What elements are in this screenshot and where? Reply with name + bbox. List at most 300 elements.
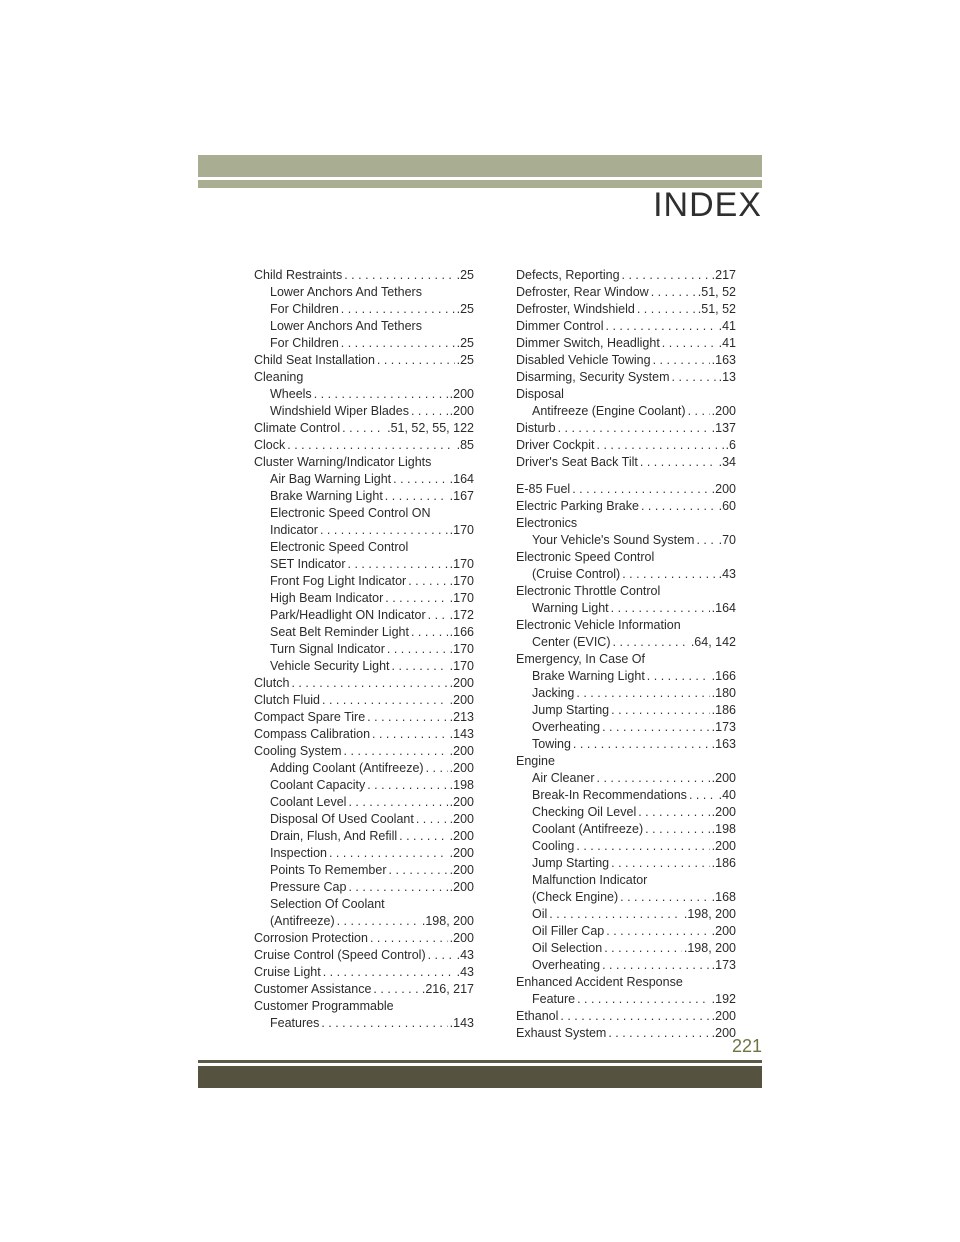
index-entry-page: .216, 217 (421, 982, 474, 996)
index-entry (254, 420, 474, 437)
index-entry (254, 624, 474, 641)
index-entry-page: .60 (718, 499, 736, 513)
index-entry-term: Cruise Control (Speed Control) (254, 948, 426, 962)
leader-dots (647, 668, 710, 685)
index-entry (516, 481, 736, 498)
index-entry-page: .200 (711, 839, 736, 853)
index-entry (516, 600, 736, 617)
index-entry-page: .180 (711, 686, 736, 700)
index-entry-page: .198, 200 (683, 907, 736, 921)
index-entry-page: .25 (456, 268, 474, 282)
index-entry-term: Clock (254, 438, 286, 452)
index-entry (516, 1008, 736, 1025)
index-entry-term: Customer Programmable (254, 999, 394, 1013)
leader-dots (287, 437, 454, 454)
index-entry (516, 335, 736, 352)
index-entry-term: Inspection (270, 846, 327, 860)
index-entry (254, 777, 474, 794)
index-entry-term: Feature (532, 992, 576, 1006)
index-entry-term: Clutch Fluid (254, 693, 320, 707)
index-entry-term: Oil Selection (532, 941, 603, 955)
index-entry-term: Checking Oil Level (532, 805, 637, 819)
index-entry-term: (Check Engine) (532, 890, 619, 904)
index-entry (254, 760, 474, 777)
index-entry-term: Electronic Speed Control ON (270, 506, 431, 520)
index-entry-term: Break-In Recommendations (532, 788, 687, 802)
index-entry (516, 566, 736, 583)
index-entry (254, 539, 474, 556)
index-entry-term: Cruise Light (254, 965, 321, 979)
index-entry-page: .25 (456, 336, 474, 350)
index-entry-term: Towing (532, 737, 571, 751)
index-entry-page: .170 (449, 591, 474, 605)
index-entry-term: Disposal Of Used Coolant (270, 812, 414, 826)
index-entry (254, 607, 474, 624)
leader-dots (370, 930, 448, 947)
index-entry-page: .34 (718, 455, 736, 469)
leader-dots (323, 964, 455, 981)
index-entry (516, 753, 736, 770)
index-entry (254, 675, 474, 692)
index-entry-page: .217 (711, 268, 736, 282)
leader-dots (597, 437, 724, 454)
index-entry-page: .173 (711, 958, 736, 972)
index-entry (516, 515, 736, 532)
index-entry-term: Electronics (516, 516, 578, 530)
leader-dots (641, 498, 717, 515)
index-entry (516, 991, 736, 1008)
leader-dots (389, 862, 448, 879)
index-entry-term: Electronic Speed Control (516, 550, 655, 564)
leader-dots (428, 607, 448, 624)
index-entry-term: Dimmer Control (516, 319, 604, 333)
index-entry-term: Defroster, Windshield (516, 302, 635, 316)
index-entry-term: Disturb (516, 421, 556, 435)
index-entry-term: Overheating (532, 958, 601, 972)
leader-dots (622, 267, 710, 284)
leader-dots (320, 522, 448, 539)
index-entry-term: Emergency, In Case Of (516, 652, 645, 666)
leader-dots (696, 532, 716, 549)
index-entry-page: .168 (711, 890, 736, 904)
index-entry-page: .41 (718, 319, 736, 333)
index-entry (516, 855, 736, 872)
leader-dots (602, 719, 710, 736)
index-entry-term: Lower Anchors And Tethers (270, 319, 422, 333)
index-entry-term: Selection Of Coolant (270, 897, 385, 911)
index-entry (516, 454, 736, 471)
index-entry-term: Electric Parking Brake (516, 499, 639, 513)
leader-dots (344, 267, 454, 284)
index-entry-term: Lower Anchors And Tethers (270, 285, 422, 299)
index-entry (516, 634, 736, 651)
index-entry-page: .173 (711, 720, 736, 734)
index-entry-page: .170 (449, 523, 474, 537)
index-entry-term: Engine (516, 754, 555, 768)
leader-dots (689, 787, 717, 804)
index-entry-page: .200 (711, 1026, 736, 1040)
leader-dots (367, 777, 447, 794)
index-entry-term: Jacking (532, 686, 575, 700)
index-entry (516, 906, 736, 923)
index-entry-term: Overheating (532, 720, 601, 734)
index-entry (254, 471, 474, 488)
index-entry-page: .170 (449, 574, 474, 588)
leader-dots (392, 658, 448, 675)
leader-dots (393, 471, 448, 488)
index-entry-term: Jump Starting (532, 703, 610, 717)
index-entry-term: E-85 Fuel (516, 482, 571, 496)
index-entry (516, 403, 736, 420)
index-entry-page: .200 (449, 404, 474, 418)
index-entry-page: .170 (449, 557, 474, 571)
leader-dots (291, 675, 447, 692)
index-entry (254, 658, 474, 675)
index-entry-term: Child Restraints (254, 268, 343, 282)
index-entry (516, 838, 736, 855)
index-entry-page: .200 (449, 744, 474, 758)
index-entry-page: .200 (449, 761, 474, 775)
leader-dots (385, 488, 448, 505)
index-entry-page: .213 (449, 710, 474, 724)
index-entry-page: .200 (711, 924, 736, 938)
index-entry (254, 590, 474, 607)
index-entry (254, 862, 474, 879)
index-entry (254, 896, 474, 913)
index-entry-term: Antifreeze (Engine Coolant) (532, 404, 686, 418)
index-entry (516, 267, 736, 284)
index-entry-term: Turn Signal Indicator (270, 642, 385, 656)
index-entry (254, 403, 474, 420)
leader-dots (411, 403, 448, 420)
index-entry (516, 1025, 736, 1042)
index-entry (516, 318, 736, 335)
index-entry-page: .85 (456, 438, 474, 452)
leader-dots (653, 352, 710, 369)
leader-dots (572, 481, 709, 498)
index-entry-page: .43 (718, 567, 736, 581)
index-entry-page: .51, 52 (697, 302, 736, 316)
footer-rule (198, 1060, 762, 1063)
index-entry (254, 505, 474, 522)
index-entry-term: Vehicle Security Light (270, 659, 390, 673)
index-entry-term: High Beam Indicator (270, 591, 384, 605)
index-entry-term: Warning Light (532, 601, 609, 615)
index-entry-page: .200 (711, 1009, 736, 1023)
leader-dots (622, 566, 716, 583)
index-entry-page: .43 (456, 948, 474, 962)
index-entry-term: Cleaning (254, 370, 304, 384)
index-entry-term: Features (270, 1016, 320, 1030)
index-entry-term: Air Cleaner (532, 771, 595, 785)
index-entry (516, 651, 736, 668)
leader-dots (411, 624, 448, 641)
index-entry (516, 940, 736, 957)
index-entry-page: .40 (718, 788, 736, 802)
index-entry-page: .200 (449, 693, 474, 707)
leader-dots (611, 702, 710, 719)
index-entry (254, 573, 474, 590)
leader-dots (576, 838, 709, 855)
index-entry-term: Front Fog Light Indicator (270, 574, 407, 588)
index-entry-term: Jump Starting (532, 856, 610, 870)
leader-dots (672, 369, 717, 386)
leader-dots (611, 600, 710, 617)
footer-bar (198, 1066, 762, 1088)
index-entry-page: .200 (711, 482, 736, 496)
leader-dots (341, 335, 455, 352)
index-entry (254, 794, 474, 811)
index-entry-term: Coolant Capacity (270, 778, 366, 792)
index-entry-page: .200 (711, 805, 736, 819)
index-entry (516, 420, 736, 437)
index-entry (254, 488, 474, 505)
index-entry-term: Park/Headlight ON Indicator (270, 608, 426, 622)
index-entry (254, 930, 474, 947)
leader-dots (329, 845, 448, 862)
index-entry (254, 845, 474, 862)
index-entry-page: .200 (449, 863, 474, 877)
index-entry (254, 726, 474, 743)
index-entry-term: Drain, Flush, And Refill (270, 829, 398, 843)
leader-dots (348, 794, 447, 811)
index-entry-term: For Children (270, 336, 339, 350)
index-entry (254, 879, 474, 896)
index-entry-term: Defects, Reporting (516, 268, 620, 282)
leader-dots (608, 1025, 709, 1042)
leader-dots (549, 906, 682, 923)
index-entry (516, 923, 736, 940)
index-entry (254, 267, 474, 284)
index-entry-page: .200 (711, 404, 736, 418)
index-entry-page: .198, 200 (421, 914, 474, 928)
index-entry (516, 668, 736, 685)
index-entry-page: .200 (449, 846, 474, 860)
index-entry-page: .172 (449, 608, 474, 622)
index-entry (516, 770, 736, 787)
index-entry (254, 454, 474, 471)
index-entry-term: Driver Cockpit (516, 438, 595, 452)
leader-dots (428, 947, 455, 964)
index-entry (516, 284, 736, 301)
index-entry-term: Defroster, Rear Window (516, 285, 649, 299)
index-entry (254, 318, 474, 335)
index-entry-page: .70 (718, 533, 736, 547)
index-entry-page: .198, 200 (683, 941, 736, 955)
index-entry-term: Ethanol (516, 1009, 559, 1023)
index-entry (254, 335, 474, 352)
index-entry-page: .25 (456, 302, 474, 316)
index-entry-term: Clutch (254, 676, 290, 690)
index-entry-page: .163 (711, 737, 736, 751)
index-entry-term: Electronic Vehicle Information (516, 618, 681, 632)
index-entry-term: Points To Remember (270, 863, 387, 877)
leader-dots (606, 923, 709, 940)
index-entry-page: .200 (711, 771, 736, 785)
header-bar (198, 155, 762, 177)
index-entry-term: Electronic Speed Control (270, 540, 409, 554)
index-entry-term: Seat Belt Reminder Light (270, 625, 409, 639)
index-entry-term: Corrosion Protection (254, 931, 368, 945)
leader-dots (606, 318, 717, 335)
index-entry (254, 692, 474, 709)
index-entry (254, 641, 474, 658)
index-entry-term: Cooling (532, 839, 575, 853)
index-entry (254, 369, 474, 386)
leader-dots (348, 879, 447, 896)
index-entry-term: Cluster Warning/Indicator Lights (254, 455, 432, 469)
page-number: 221 (731, 1036, 762, 1056)
index-entry-term: Coolant Level (270, 795, 347, 809)
index-entry-page: .51, 52, 55, 122 (387, 421, 474, 435)
index-entry (516, 957, 736, 974)
index-entry (516, 532, 736, 549)
index-entry-term: Dimmer Switch, Headlight (516, 336, 660, 350)
index-entry-page: .25 (456, 353, 474, 367)
index-entry-page: .166 (449, 625, 474, 639)
index-entry-term: Wheels (270, 387, 312, 401)
leader-dots (597, 770, 710, 787)
index-entry (254, 743, 474, 760)
index-entry-page: .163 (711, 353, 736, 367)
index-entry (254, 913, 474, 930)
index-entry-page: .170 (449, 659, 474, 673)
index-column-right (516, 267, 736, 1042)
index-entry-page: .13 (718, 370, 736, 384)
index-entry (516, 821, 736, 838)
index-entry-page: .43 (456, 965, 474, 979)
index-entry-term: Compass Calibration (254, 727, 371, 741)
leader-dots (602, 957, 710, 974)
index-entry-page: .186 (711, 703, 736, 717)
index-entry (516, 386, 736, 403)
leader-dots (416, 811, 448, 828)
leader-dots (372, 726, 448, 743)
index-entry-term: Exhaust System (516, 1026, 607, 1040)
index-entry (516, 702, 736, 719)
index-entry (254, 1015, 474, 1032)
index-entry (254, 284, 474, 301)
leader-dots (322, 692, 448, 709)
leader-dots (377, 352, 455, 369)
index-entry-page: .170 (449, 642, 474, 656)
leader-dots (344, 743, 448, 760)
index-entry-term: Disabled Vehicle Towing (516, 353, 651, 367)
index-entry-page: .143 (449, 727, 474, 741)
index-entry-term: Windshield Wiper Blades (270, 404, 409, 418)
index-entry (516, 352, 736, 369)
index-entry (516, 889, 736, 906)
index-entry-term: Disposal (516, 387, 564, 401)
index-entry-page: .143 (449, 1016, 474, 1030)
index-entry-page: .41 (718, 336, 736, 350)
leader-dots (576, 685, 709, 702)
index-entry (254, 947, 474, 964)
index-entry-page: .167 (449, 489, 474, 503)
index-entry-page: .64, 142 (690, 635, 736, 649)
leader-dots (604, 940, 682, 957)
leader-dots (341, 301, 455, 318)
index-entry-page: .192 (711, 992, 736, 1006)
index-entry (254, 386, 474, 403)
index-entry-term: Electronic Throttle Control (516, 584, 661, 598)
index-entry (254, 352, 474, 369)
leader-dots (387, 641, 448, 658)
index-entry (254, 437, 474, 454)
index-entry-term: Cooling System (254, 744, 342, 758)
index-entry-term: Center (EVIC) (532, 635, 611, 649)
index-entry-page: .200 (449, 880, 474, 894)
leader-dots (408, 573, 447, 590)
index-entry-term: Your Vehicle's Sound System (532, 533, 695, 547)
index-entry-term: Customer Assistance (254, 982, 372, 996)
index-entry-term: Malfunction Indicator (532, 873, 648, 887)
leader-dots (314, 386, 448, 403)
index-entry (254, 998, 474, 1015)
leader-dots (638, 804, 709, 821)
index-entry (254, 811, 474, 828)
index-entry (516, 617, 736, 634)
index-entry-page: .200 (449, 795, 474, 809)
leader-dots (558, 420, 710, 437)
index-entry (254, 709, 474, 726)
index-entry (254, 301, 474, 318)
index-entry (516, 583, 736, 600)
index-entry-page: .137 (711, 421, 736, 435)
index-entry (516, 787, 736, 804)
index-entry (254, 522, 474, 539)
index-entry-term: Oil Filler Cap (532, 924, 605, 938)
leader-dots (688, 403, 710, 420)
index-entry-page: .164 (711, 601, 736, 615)
index-entry-term: Pressure Cap (270, 880, 347, 894)
index-entry-term: (Cruise Control) (532, 567, 621, 581)
leader-dots (651, 284, 696, 301)
leader-dots (321, 1015, 447, 1032)
leader-dots (613, 634, 689, 651)
leader-dots (367, 709, 447, 726)
index-entry-term: Disarming, Security System (516, 370, 670, 384)
index-entry (254, 828, 474, 845)
leader-dots (373, 981, 419, 998)
leader-dots (573, 736, 710, 753)
index-entry-term: Air Bag Warning Light (270, 472, 392, 486)
index-entry-page: .186 (711, 856, 736, 870)
index-entry-page: .198 (449, 778, 474, 792)
index-entry-page: .200 (449, 812, 474, 826)
index-entry (516, 974, 736, 991)
index-entry-term: SET Indicator (270, 557, 346, 571)
index-entry-term: Brake Warning Light (532, 669, 645, 683)
index-entry-term: Coolant (Antifreeze) (532, 822, 644, 836)
index-entry-term: Climate Control (254, 421, 341, 435)
index-entry-term: Compact Spare Tire (254, 710, 366, 724)
index-entry (516, 719, 736, 736)
index-entry (516, 872, 736, 889)
index-entry (516, 804, 736, 821)
leader-dots (342, 420, 385, 437)
index-entry-page: .198 (711, 822, 736, 836)
leader-dots (348, 556, 448, 573)
index-entry-page: .200 (449, 676, 474, 690)
leader-dots (385, 590, 447, 607)
index-entry-term: Indicator (270, 523, 318, 537)
leader-dots (645, 821, 709, 838)
leader-dots (620, 889, 710, 906)
index-entry (516, 685, 736, 702)
index-entry (516, 736, 736, 753)
index-entry (516, 369, 736, 386)
